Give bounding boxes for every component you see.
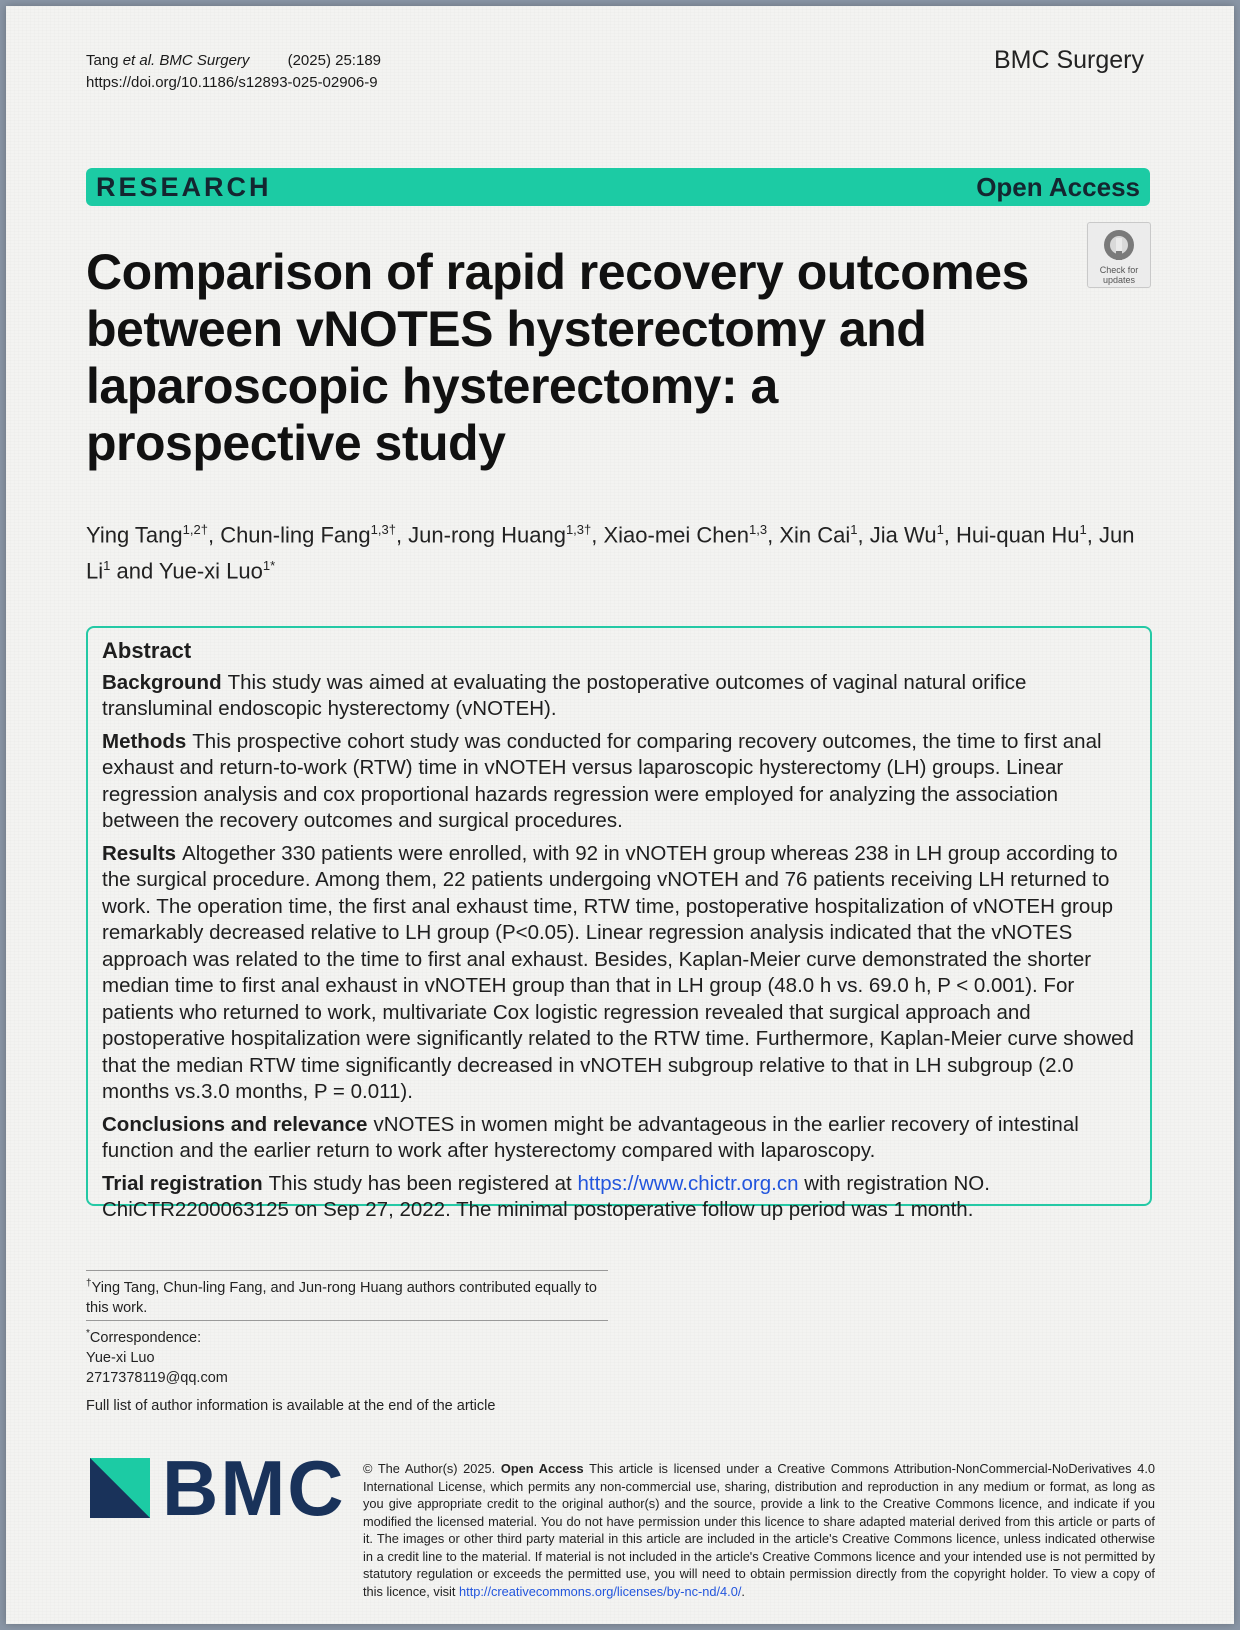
trial-registry-link[interactable]: https://www.chictr.org.cn [577,1171,799,1195]
author-affiliation-marker: 1,3† [370,522,396,537]
author-affiliation-marker: 1 [1079,522,1087,537]
correspondence-name: Yue-xi Luo [86,1349,155,1366]
author-affiliation-marker: 1 [850,522,858,537]
author-name[interactable]: Hui-quan Hu [956,522,1080,548]
author-affiliation-marker: 1,3† [565,522,592,537]
abstract-trial-registration: Trial registration This study has been registered at https://www.chictr.org.cn with registration NO. ChiCTR2200063125 on Sep 27, 2022. The minimal postoperative follow up period was 1 month. [102,1171,990,1221]
check-for-updates-icon [1102,228,1136,262]
author-name[interactable]: Jun Li [86,522,1135,584]
author-name[interactable]: Jun-rong Huang [408,522,566,548]
citation-volume: (2025) 25:189 [287,52,381,69]
author-name[interactable]: Chun-ling Fang [220,522,371,548]
author-affiliation-marker: 1,3 [749,522,768,537]
author-info-note: Full list of author information is available at the end of the article [86,1398,496,1414]
bmc-logo-mark-icon [90,1458,150,1518]
citation-journal: Tang et al. BMC Surgery [86,52,250,69]
check-for-updates-button[interactable] [1087,222,1151,288]
abstract-methods: Methods This prospective cohort study was conducted for comparing recovery outcomes, the time to first anal exhaust and return-to-work (RTW) time in vNOTEH versus laparoscopic hysterectomy (LH) groups. Linear regression analysis and cox proportional hazards regression were employed for analyzing the association between the recovery outcomes and surgical procedures. [102,729,1102,832]
journal-name: BMC Surgery [993,46,1144,74]
author-name[interactable]: Yue-xi Luo [158,558,263,584]
article-title: Comparison of rapid recovery outcomes between vNOTES hysterectomy and laparoscopic hysterectomy: a prospective study [86,244,1029,471]
check-for-updates-label: Check for updates [1099,265,1139,285]
open-access-label: Open Access [976,171,1140,202]
author-name[interactable]: Xin Cai [779,522,851,548]
article-type-label: RESEARCH [96,171,272,202]
license-statement: © The Author(s) 2025. Open Access This article is licensed under a Creative Commons Attribution-NonCommercial-NoDerivatives 4.0 International License, which permits any non-commercial use, sharing, distribution and reproduction in any medium or format, as long as you give appropriate credit to the original author(s) and the source, provide a link to the Creative Commons licence, and indicate if you modified the licensed material. You do not have permission under this licence to share adapted material derived from this article or parts of it. The images or other third party material in this article are included in the article's Creative Commons licence, unless indicated otherwise in a credit line to the material. If material is not included in the article's Creative Commons licence and your intended use is not permitted by statutory regulation or exceeds the permitted use, you will need to obtain permission directly from the copyright holder. To view a copy of this licence, visit http://creativecommons.org/licenses/by-nc-nd/4.0/. [363,1461,1156,1599]
footnote-divider [86,1320,608,1321]
correspondence-email[interactable]: 2717378119@qq.com [86,1369,228,1386]
doi-link[interactable]: https://doi.org/10.1186/s12893-025-02906-9 [86,74,378,91]
correspondence-note: *Correspondence: Yue-xi Luo 2717378119@qq.com [86,1324,608,1388]
author-affiliation-marker: 1* [262,558,276,574]
bmc-logo-text: BMC [162,1444,346,1532]
author-affiliation-marker: 1 [103,558,111,574]
license-link[interactable]: http://creativecommons.org/licenses/by-nc-nd/4.0/ [459,1583,742,1599]
abstract-heading: Abstract [102,638,192,663]
abstract-box [86,626,1152,1221]
bmc-logo [90,1444,346,1532]
author-name[interactable]: Ying Tang [86,522,183,548]
equal-contribution-note: †Ying Tang, Chun-ling Fang, and Jun-rong Huang authors contributed equally to this work. [86,1278,597,1316]
abstract-background: Background This study was aimed at evaluating the postoperative outcomes of vaginal natural orifice transluminal endoscopic hysterectomy (vNOTEH). [102,670,1027,720]
article-type-banner [86,168,1150,206]
footnote-divider [86,1270,608,1271]
author-conjunction: and [116,558,154,584]
author-list: Ying Tang$^{1,2\dagger}$, Chun-ling Fang$^{1,3\dagger}$, Jun-rong Huang$^{1,3\dagger}$, Xiao-mei Chen$^{1,3}$, Xin Cai$^1$, Jia Wu$^1$, Hui-quan Hu$^1$, Jun Li$^1$ and Yue-xi Luo$^{1*}$ [86,522,1135,584]
abstract-conclusions: Conclusions and relevance vNOTES in women might be advantageous in the earlier recovery of intestinal function and the earlier return to work after hysterectomy compared with laparoscopy. [102,1112,1079,1162]
author-affiliation-marker: 1,2† [182,522,208,537]
author-name[interactable]: Jia Wu [869,522,937,548]
author-affiliation-marker: 1 [936,522,944,537]
article-page [6,6,1234,1624]
citation-header [86,50,415,94]
abstract-results: Results Altogether 330 patients were enrolled, with 92 in vNOTEH group whereas 238 in LH group according to the surgical procedure. Among them, 22 patients undergoing vNOTEH and 76 patients receiving LH returned to work. The operation time, the first anal exhaust time, RTW time, postoperative hospitalization of vNOTEH group remarkably decreased relative to LH group (P<0.05). Linear regression analysis indicated that the vNOTES approach was related to the time to first anal exhaust. Besides, Kaplan-Meier curve demonstrated the shorter median time to first anal exhaust in vNOTEH group than that in LH group (48.0 h vs. 69.0 h, P < 0.001). For patients who returned to work, multivariate Cox logistic regression revealed that surgical approach and postoperative hospitalization were significantly related to the RTW time. Furthermore, Kaplan-Meier curve showed that the median RTW time significantly decreased in vNOTEH subgroup relative to that in LH subgroup (2.0 months vs.3.0 months, P = 0.011). [102,841,1134,1103]
author-name[interactable]: Xiao-mei Chen [603,522,750,548]
